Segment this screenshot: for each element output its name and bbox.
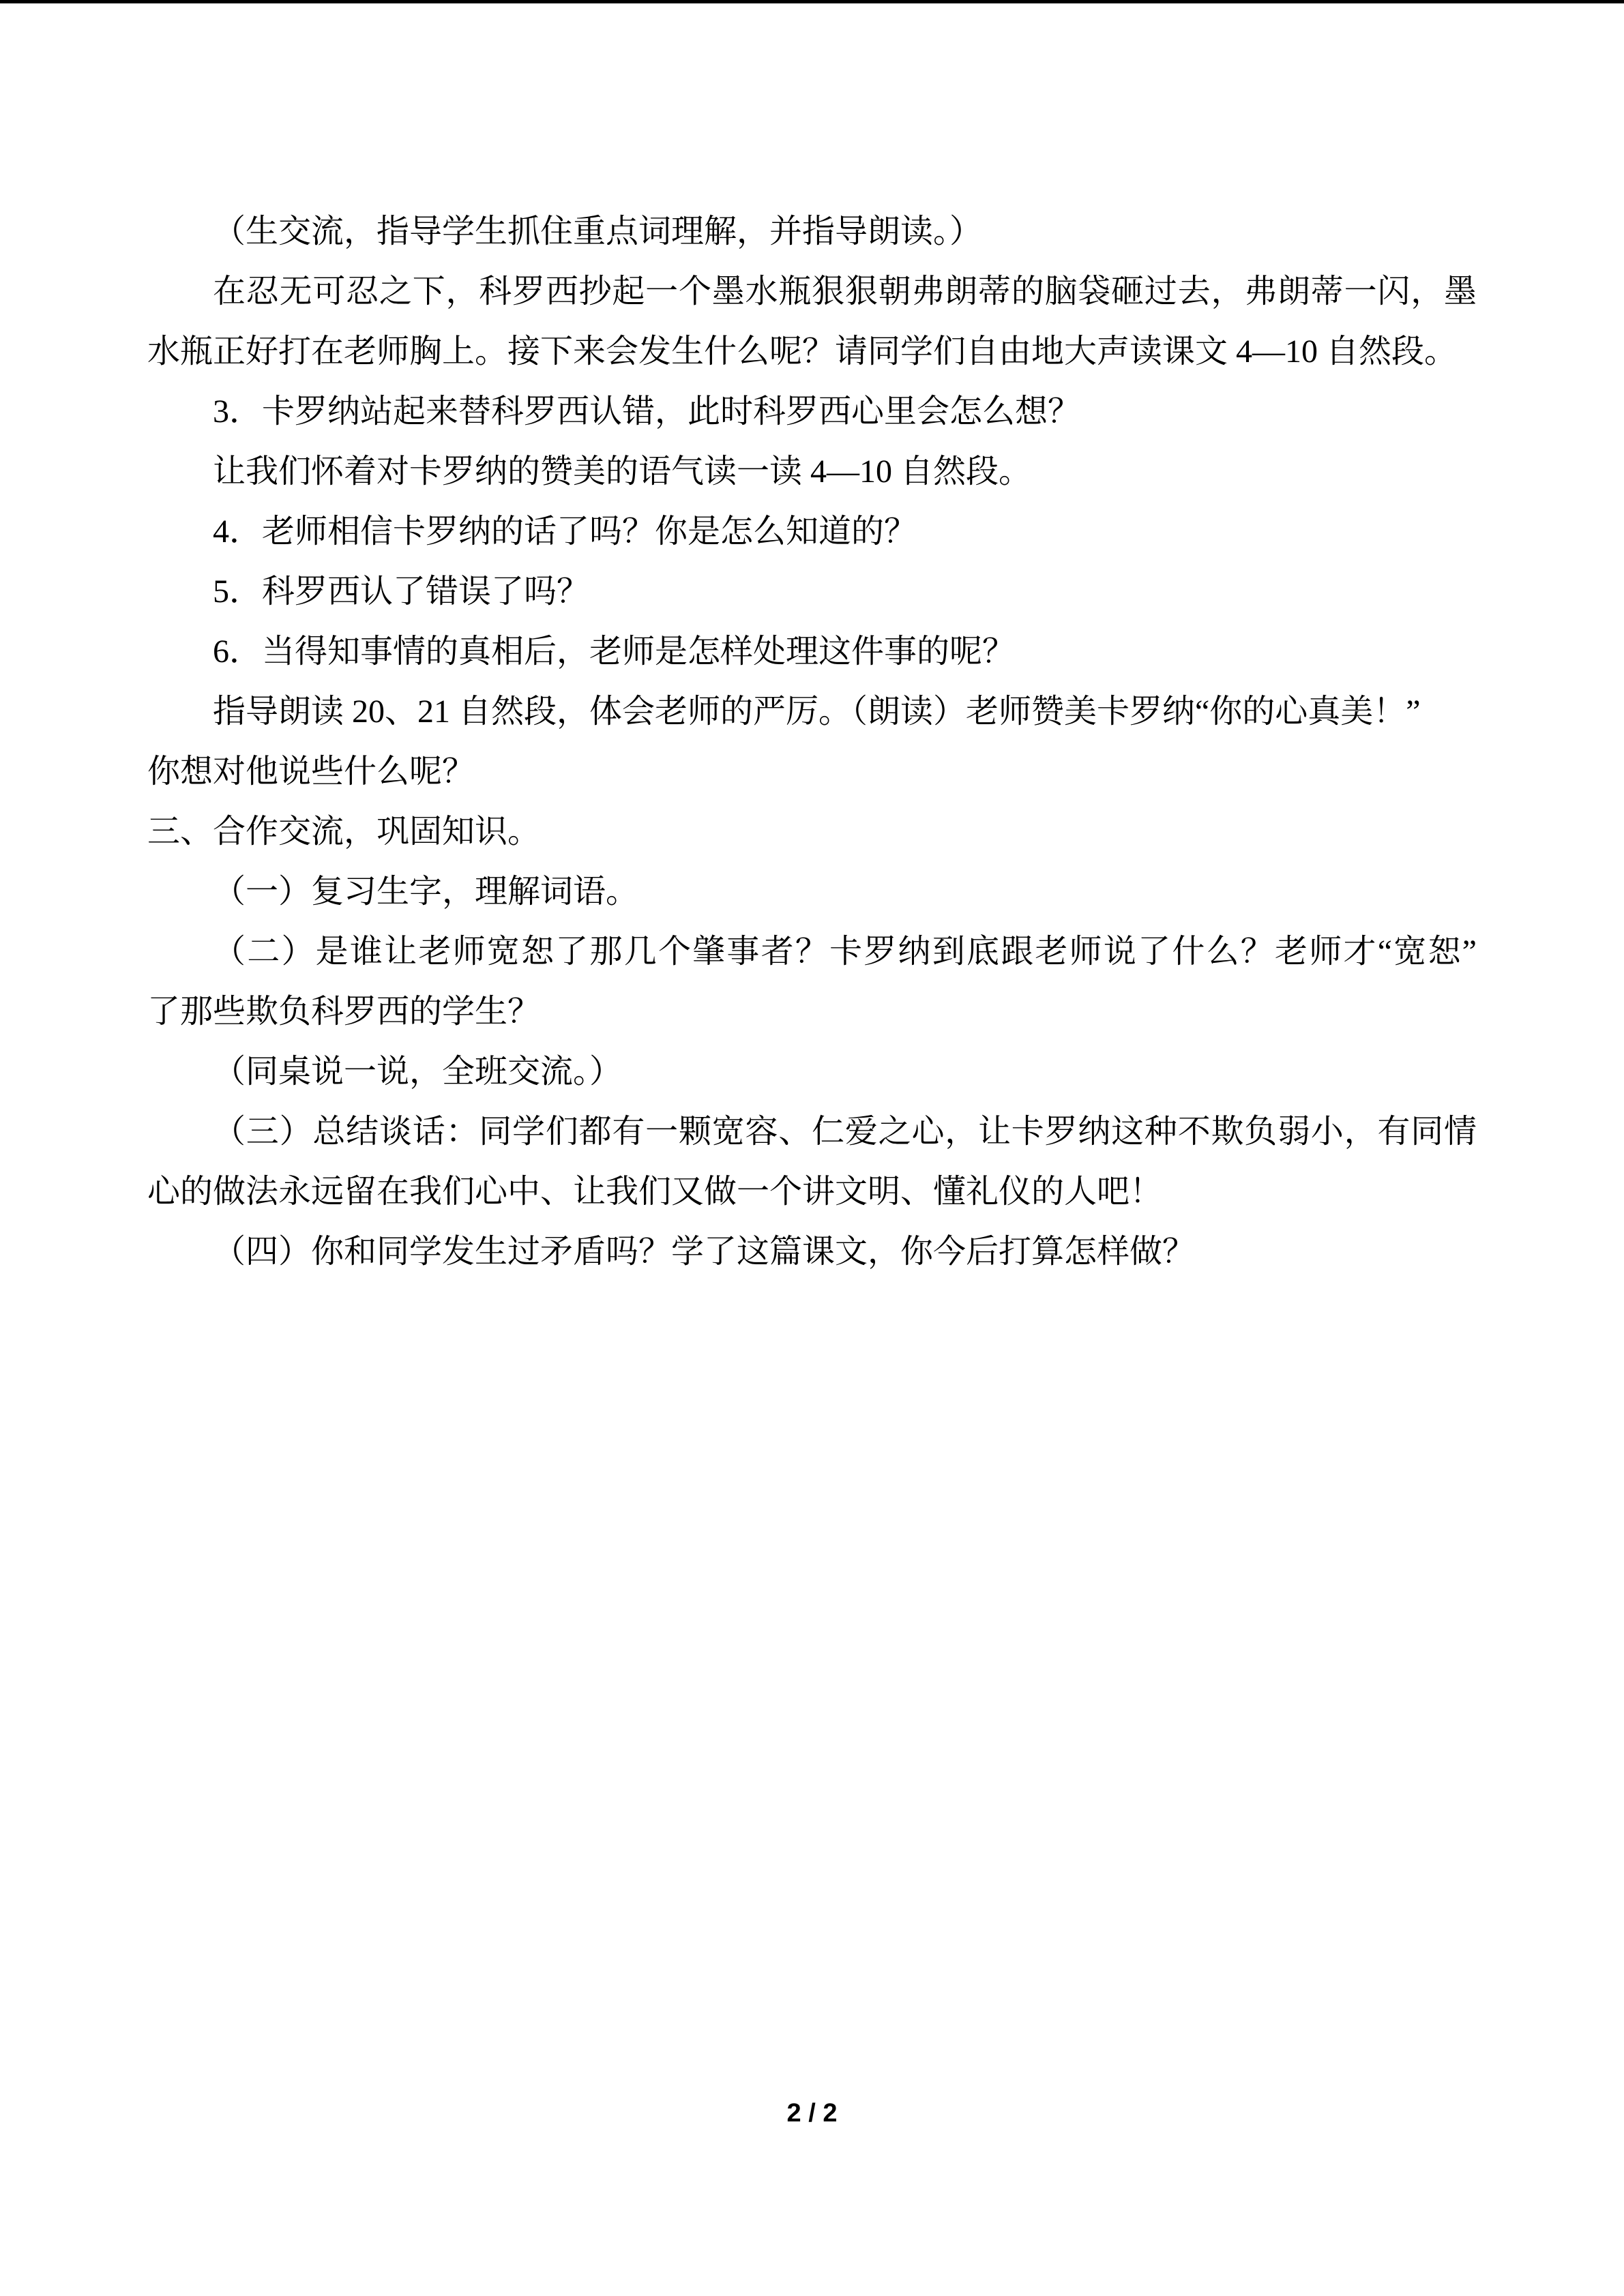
document-line: 6．当得知事情的真相后，老师是怎样处理这件事的呢？: [213, 633, 1016, 670]
document-line: 4．老师相信卡罗纳的话了吗？你是怎么知道的？: [213, 513, 917, 550]
document-line: （一）复习生字，理解词语。: [213, 874, 639, 910]
document-line: 3．卡罗纳站起来替科罗西认错，此时科罗西心里会怎么想？: [213, 393, 1081, 430]
document-line: 你想对他说些什么呢？: [147, 754, 475, 790]
document-line: 心的做法永远留在我们心中、让我们又做一个讲文明、懂礼仪的人吧！: [147, 1174, 1163, 1210]
page-number: 2 / 2: [786, 2099, 838, 2128]
document-line: （生交流，指导学生抓住重点词理解，并指导朗读。）: [213, 213, 983, 250]
document-line: （二）是谁让老师宽恕了那几个肇事者？卡罗纳到底跟老师说了什么？老师才“宽恕”: [213, 934, 1477, 970]
document-line: 让我们怀着对卡罗纳的赞美的语气读一读 4—10 自然段。: [213, 453, 1032, 490]
document-line: 三、合作交流，巩固知识。: [147, 814, 541, 850]
document-line: （三）总结谈话：同学们都有一颗宽容、仁爱之心，让卡罗纳这种不欺负弱小，有同情: [213, 1114, 1477, 1150]
document-line: 5．科罗西认了错误了吗？: [213, 573, 590, 610]
document-line: （四）你和同学发生过矛盾吗？学了这篇课文，你今后打算怎样做？: [213, 1234, 1196, 1270]
top-border-bar: [0, 0, 1624, 3]
document-line: 在忍无可忍之下，科罗西抄起一个墨水瓶狠狠朝弗朗蒂的脑袋砸过去，弗朗蒂一闪，墨: [213, 273, 1477, 310]
document-line: 指导朗读 20、21 自然段，体会老师的严厉。（朗读）老师赞美卡罗纳“你的心真美！”: [213, 694, 1421, 730]
document-content: [147, 202, 1477, 1282]
document-line: （同桌说一说，全班交流。）: [213, 1054, 623, 1090]
document-line: 了那些欺负科罗西的学生？: [147, 994, 541, 1030]
document-line: 水瓶正好打在老师胸上。接下来会发生什么呢？请同学们自由地大声读课文 4—10 自然段。: [147, 333, 1458, 370]
